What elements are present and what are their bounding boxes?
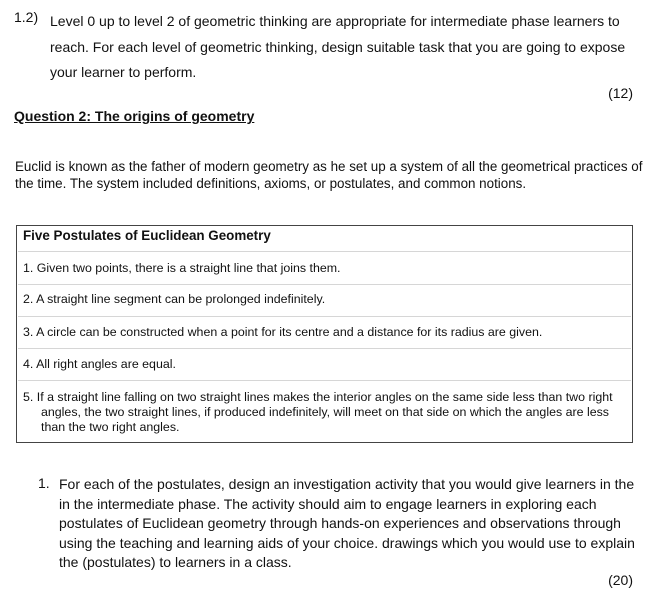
question-2-intro: Euclid is known as the father of modern geometry as he set up a system of all the geometrical practices of the time. The system included definitions, axioms, or postulates, and common notions. — [15, 159, 643, 191]
postulate-1: 1. Given two points, there is a straight line that joins them. — [23, 261, 341, 275]
postulates-table-title: Five Postulates of Euclidean Geometry — [23, 228, 271, 243]
table-divider — [18, 380, 631, 381]
question-1-2-number: 1.2) — [14, 9, 39, 25]
table-divider — [18, 251, 631, 252]
postulate-2: 2. A straight line segment can be prolonged indefinitely. — [23, 292, 326, 306]
postulate-5 — [23, 390, 613, 435]
activity-text: For each of the postulates, design an investigation activity that you would give learners in the in the intermediate phase. The activity should aim to engage learners in exploring each postulates of Euclidean geometry through hands-on experiences and observations through using the teaching and learning aids of your choice. drawings which you would use to explain the (postulates) to learners in a class. — [59, 476, 635, 570]
postulate-3: 3. A circle can be constructed when a point for its centre and a distance for its radius are given. — [23, 325, 543, 339]
table-divider — [18, 348, 631, 349]
question-2-heading: Question 2: The origins of geometry — [14, 108, 255, 124]
activity-number: 1. — [38, 475, 50, 491]
table-divider — [18, 284, 631, 285]
question-1-2-text: Level 0 up to level 2 of geometric thinking are appropriate for intermediate phase learners to reach. For each level of geometric thinking, design suitable task that you are going to expose your learner to perform. — [50, 13, 626, 80]
table-divider — [18, 316, 631, 317]
postulate-5-text: 5. If a straight line falling on two straight lines makes the interior angles on the same side less than two right angles, the two straight lines, if produced indefinitely, will meet on that side on which the angles are less than the two right angles. — [23, 390, 613, 434]
activity-marks: (20) — [608, 572, 633, 588]
postulates-table — [16, 225, 633, 443]
question-1-2-marks: (12) — [608, 85, 633, 101]
postulate-4: 4. All right angles are equal. — [23, 357, 176, 371]
